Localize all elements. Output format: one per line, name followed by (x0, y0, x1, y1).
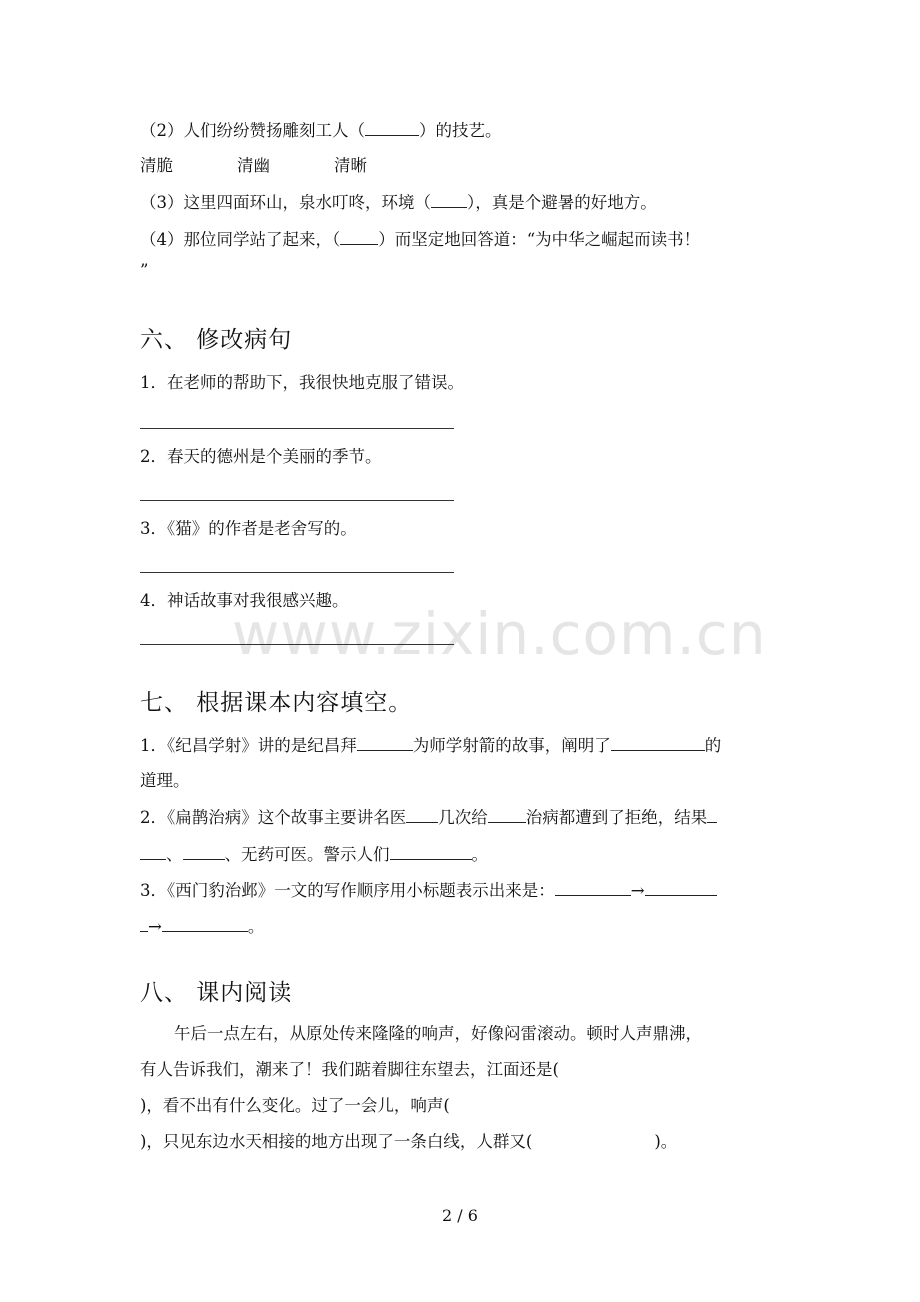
answer-blank[interactable] (390, 843, 472, 860)
text-segment: 。 (471, 845, 488, 864)
text-segment: )，只见东边水天相接的地方出现了一条白线，人群又( (140, 1132, 533, 1151)
passage-line (140, 1131, 677, 1153)
answer-blank[interactable] (707, 806, 717, 823)
answer-line[interactable] (140, 500, 454, 501)
word-options (140, 155, 431, 177)
question-2-suffix: ）的技艺。 (419, 121, 502, 140)
answer-blank[interactable] (140, 915, 148, 932)
text-segment: 为师学射箭的故事，阐明了 (412, 736, 611, 755)
answer-line[interactable] (140, 572, 454, 573)
question-3-suffix: ），真是个避暑的好地方。 (467, 193, 657, 212)
text-segment: 的 (704, 736, 722, 755)
answer-blank[interactable] (340, 228, 378, 245)
text-segment: 几次给 (438, 808, 488, 827)
answer-blank[interactable] (183, 843, 225, 860)
question-2-prefix: （2）人们纷纷赞扬雕刻工人（ (140, 121, 365, 140)
answer-blank[interactable] (140, 843, 166, 860)
text-segment: 3．《西门豹治邺》一文的写作顺序用小标题表示出来是： (140, 881, 555, 900)
section-8-heading: 八、 课内阅读 (140, 980, 293, 1006)
section-6-heading: 六、 修改病句 (140, 327, 293, 353)
answer-blank[interactable] (645, 879, 717, 896)
question-2-line (140, 119, 502, 142)
section-7-heading: 七、 根据课本内容填空。 (140, 690, 413, 716)
passage-line: )，看不出有什么变化。过了一会儿，响声( (140, 1096, 450, 1115)
section-7-q2-cont (140, 843, 488, 866)
page-number: 2 / 6 (442, 1206, 478, 1225)
answer-blank[interactable] (611, 734, 705, 751)
question-4-prefix: （4）那位同学站了起来，（ (140, 230, 341, 249)
passage-line: 午后一点左右，从原处传来隆隆的响声，好像闷雷滚动。顿时人声鼎沸， (174, 1024, 702, 1043)
section-7-q2 (140, 806, 717, 829)
answer-blank[interactable] (488, 806, 526, 823)
section-7-q1-cont: 道理。 (140, 771, 190, 790)
answer-line[interactable] (140, 428, 454, 429)
text-segment: 。 (247, 917, 265, 936)
section-6-item: 1．在老师的帮助下，我很快地克服了错误。 (140, 373, 464, 392)
watermark: www.zixin.com.cn (232, 600, 767, 668)
section-6-item: 3．《猫》的作者是老舍写的。 (140, 519, 357, 538)
answer-blank[interactable] (406, 806, 438, 823)
arrow-icon: → (148, 917, 162, 936)
word-option: 清晰 (334, 156, 367, 175)
answer-line[interactable] (140, 644, 454, 645)
answer-blank[interactable] (365, 119, 419, 136)
text-segment: )。 (654, 1132, 678, 1151)
question-3-line (140, 191, 657, 214)
text-segment: 1．《纪昌学射》讲的是纪昌拜 (140, 736, 357, 755)
answer-blank[interactable] (431, 191, 467, 208)
answer-blank[interactable] (162, 915, 248, 932)
text-segment: 治病都遭到了拒绝，结果 (525, 808, 708, 827)
section-7-q1 (140, 734, 721, 757)
text-segment: 、无药可医。警示人们 (224, 845, 390, 864)
question-4-line (140, 228, 700, 251)
question-4-end: ” (140, 261, 149, 280)
section-7-q3 (140, 879, 717, 902)
section-6-item: 4．神话故事对我很感兴趣。 (140, 591, 349, 610)
text-segment: 2．《扁鹊治病》这个故事主要讲名医 (140, 808, 407, 827)
section-6-item: 2．春天的德州是个美丽的季节。 (140, 447, 382, 466)
question-3-prefix: （3）这里四面环山，泉水叮咚，环境（ (140, 193, 431, 212)
word-option: 清幽 (237, 156, 270, 175)
answer-blank[interactable] (555, 879, 631, 896)
answer-blank[interactable] (357, 734, 413, 751)
word-option: 清脆 (140, 156, 173, 175)
question-4-suffix: ）而坚定地回答道：“为中华之崛起而读书！ (378, 230, 701, 249)
section-7-q3-cont (140, 915, 264, 938)
arrow-icon: → (630, 881, 645, 900)
text-segment: 、 (166, 845, 183, 864)
passage-line: 有人告诉我们，潮来了！我们踮着脚往东望去，江面还是( (140, 1060, 559, 1079)
